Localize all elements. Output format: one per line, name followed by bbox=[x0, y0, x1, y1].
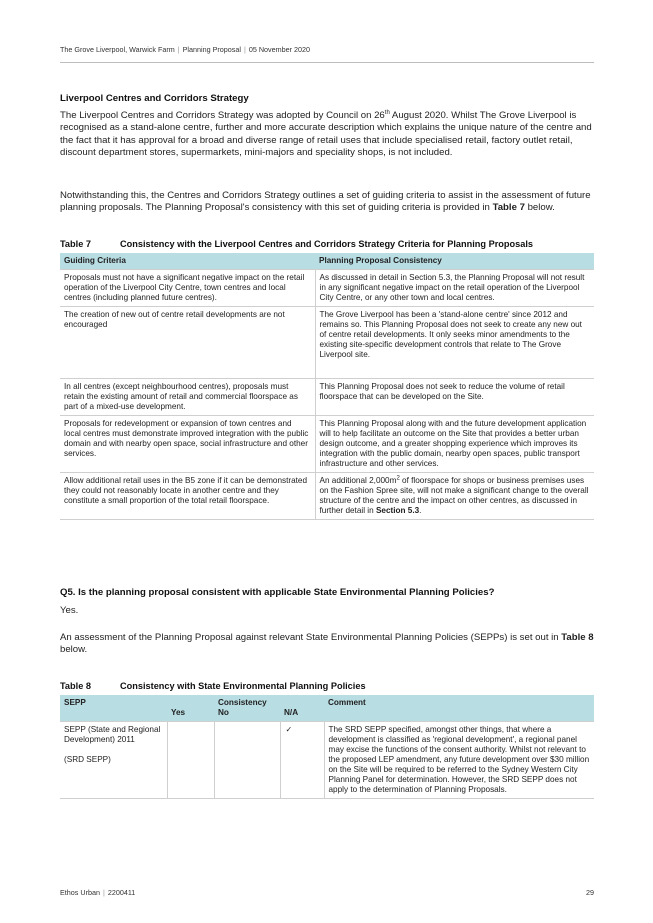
superscript: 2 bbox=[396, 475, 400, 482]
consistency-header-label: Consistency bbox=[218, 698, 267, 707]
table7-number: Table 7 bbox=[60, 239, 91, 249]
na-header-label: N/A bbox=[284, 708, 299, 717]
criteria-cell: Allow additional retail uses in the B5 zone if it can be demonstrated they could not reasonably locate in another centre and they constitute a small proportion of the total retail floorspace. bbox=[60, 473, 315, 520]
consistency-text-cont: of floorspace for shops or business premises uses on the Fashion Spree site, will not make a significant change to the overall structure of the centre and the impact on other centres, as discussed in further detail in bbox=[319, 476, 589, 515]
para2-text: Notwithstanding this, the Centres and Corridors Strategy outlines a set of guiding criteria to assist in the assessment of future planning proposals. The Planning Proposal's consistency with this set of guiding criteria is provided in bbox=[60, 190, 591, 214]
criteria-cell: Proposals must not have a significant negative impact on the retail operation of the Liverpool City Centre, town centres and local centres (including planned future centres). bbox=[60, 270, 315, 307]
consistency-text-end: . bbox=[419, 506, 422, 515]
header-rule bbox=[60, 62, 594, 63]
checkmark-icon: ✓ bbox=[285, 725, 293, 734]
column-header-yes bbox=[167, 695, 214, 722]
sepp-table bbox=[60, 695, 594, 799]
column-header-guiding-criteria: Guiding Criteria bbox=[60, 253, 315, 270]
criteria-table bbox=[60, 253, 594, 520]
sepp-abbreviation: (SRD SEPP) bbox=[64, 755, 111, 764]
criteria-paragraph bbox=[60, 190, 594, 215]
table8-title: Consistency with State Environmental Planning Policies bbox=[120, 681, 366, 691]
para2-text-end: below. bbox=[524, 202, 555, 214]
header-date: 05 November 2020 bbox=[248, 45, 310, 54]
consistency-cell: The Grove Liverpool has been a 'stand-alone centre' since 2012 and remains so. This Planning Proposal does not seek to create any new out of centre retail developments. It only seeks minor amendments to the existing site-specific development controls that relate to The Grove Liverpool site. bbox=[315, 307, 594, 379]
intro-paragraph bbox=[60, 110, 594, 159]
table8-reference: Table 8 bbox=[561, 632, 594, 643]
sepp-para-text-end: below. bbox=[60, 644, 88, 656]
sepp-paragraph bbox=[60, 632, 594, 657]
table7-caption bbox=[60, 239, 533, 249]
sepp-cell bbox=[60, 722, 167, 799]
header-separator: | bbox=[243, 45, 246, 54]
table-row bbox=[60, 473, 594, 520]
table8-caption bbox=[60, 681, 366, 691]
comment-cell: The SRD SEPP specified, amongst other things, that where a development is classified as 'regional development', a regional panel may excise the functions of the consent authority. Whilst not relevant to the proposed LEP amendment, any future development over $30 million on the Site will be required to be referred to the Sydney Western City Planning Panel for determination. However, the SRD SEPP does not apply to the determination of Planning Proposals. bbox=[324, 722, 594, 799]
column-header-sepp bbox=[60, 695, 167, 722]
table8-number: Table 8 bbox=[60, 681, 91, 691]
table-row bbox=[60, 379, 594, 416]
page-number: 29 bbox=[586, 888, 594, 897]
consistency-cell: As discussed in detail in Section 5.3, the Planning Proposal will not result in any significant negative impact on the retail operation of the Liverpool City Centre, or any other town and local centres. bbox=[315, 270, 594, 307]
table-row bbox=[60, 722, 594, 799]
table7-reference: Table 7 bbox=[492, 202, 525, 214]
yes-cell bbox=[167, 722, 214, 799]
yes-header-label: Yes bbox=[171, 708, 186, 717]
header-separator: | bbox=[177, 45, 180, 54]
section-heading: Liverpool Centres and Corridors Strategy bbox=[60, 93, 249, 104]
question-answer: Yes. bbox=[60, 605, 79, 616]
column-header-na bbox=[280, 695, 324, 722]
column-header-consistency: Planning Proposal Consistency bbox=[315, 253, 594, 270]
no-header-label: No bbox=[218, 708, 229, 717]
table7-title: Consistency with the Liverpool Centres and Corridors Strategy Criteria for Planning Proposals bbox=[120, 239, 534, 249]
consistency-cell: This Planning Proposal along with and the future development application will to help facilitate an outcome on the Site that provides a better urban design outcome, and a greater shopping experience which improves its integration with the public domain, nearby open spaces, public transport infrastructure and other services. bbox=[315, 416, 594, 473]
header-section: Planning Proposal bbox=[182, 45, 241, 54]
page-footer bbox=[60, 888, 135, 897]
footer-separator: | bbox=[102, 888, 105, 897]
question-heading: Q5. Is the planning proposal consistent with applicable State Environmental Planning Policies? bbox=[60, 587, 495, 598]
para1-text: The Liverpool Centres and Corridors Strategy was adopted by Council on 26 bbox=[60, 110, 385, 121]
criteria-cell: Proposals for redevelopment or expansion of town centres and local centres must demonstrate improved integration with the public domain and with nearby open space, social infrastructure and other services. bbox=[60, 416, 315, 473]
sepp-name: SEPP (State and Regional Development) 2011 bbox=[64, 725, 161, 744]
sepp-header-label: SEPP bbox=[64, 698, 86, 707]
consistency-text: An additional 2,000m bbox=[319, 476, 397, 485]
sepp-para-text: An assessment of the Planning Proposal against relevant State Environmental Planning Policies (SEPPs) is set out in bbox=[60, 632, 562, 643]
table-row bbox=[60, 307, 594, 379]
column-header-no bbox=[214, 695, 280, 722]
section-reference: Section 5.3 bbox=[375, 506, 420, 515]
page-header bbox=[60, 45, 310, 54]
consistency-cell bbox=[315, 473, 594, 520]
footer-company: Ethos Urban bbox=[60, 888, 100, 897]
criteria-cell: In all centres (except neighbourhood centres), proposals must retain the existing amount of retail and commercial floorspace as part of a mixed-use development. bbox=[60, 379, 315, 416]
footer-reference: 2200411 bbox=[107, 888, 136, 897]
comment-header-label: Comment bbox=[328, 698, 366, 707]
na-cell bbox=[280, 722, 324, 799]
column-header-comment bbox=[324, 695, 594, 722]
table-row bbox=[60, 416, 594, 473]
table-header-row bbox=[60, 695, 594, 722]
para1-superscript: th bbox=[384, 109, 390, 116]
no-cell bbox=[214, 722, 280, 799]
table-header-row bbox=[60, 253, 594, 270]
header-document-title: The Grove Liverpool, Warwick Farm bbox=[60, 45, 175, 54]
criteria-cell: The creation of new out of centre retail developments are not encouraged bbox=[60, 307, 315, 379]
table-row bbox=[60, 270, 594, 307]
para1-text-cont: August 2020. Whilst The Grove Liverpool is recognised as a stand-alone centre, further and more accurate description which explains the unique nature of the centre and the fact that it has approval for a broad and diverse range of retail uses that include specialised retail, factory outlet retail, discount department stores, supermarkets, mini-majors and speciality shops, is not included. bbox=[60, 110, 592, 158]
consistency-cell: This Planning Proposal does not seek to reduce the volume of retail floorspace that can be developed on the Site. bbox=[315, 379, 594, 416]
